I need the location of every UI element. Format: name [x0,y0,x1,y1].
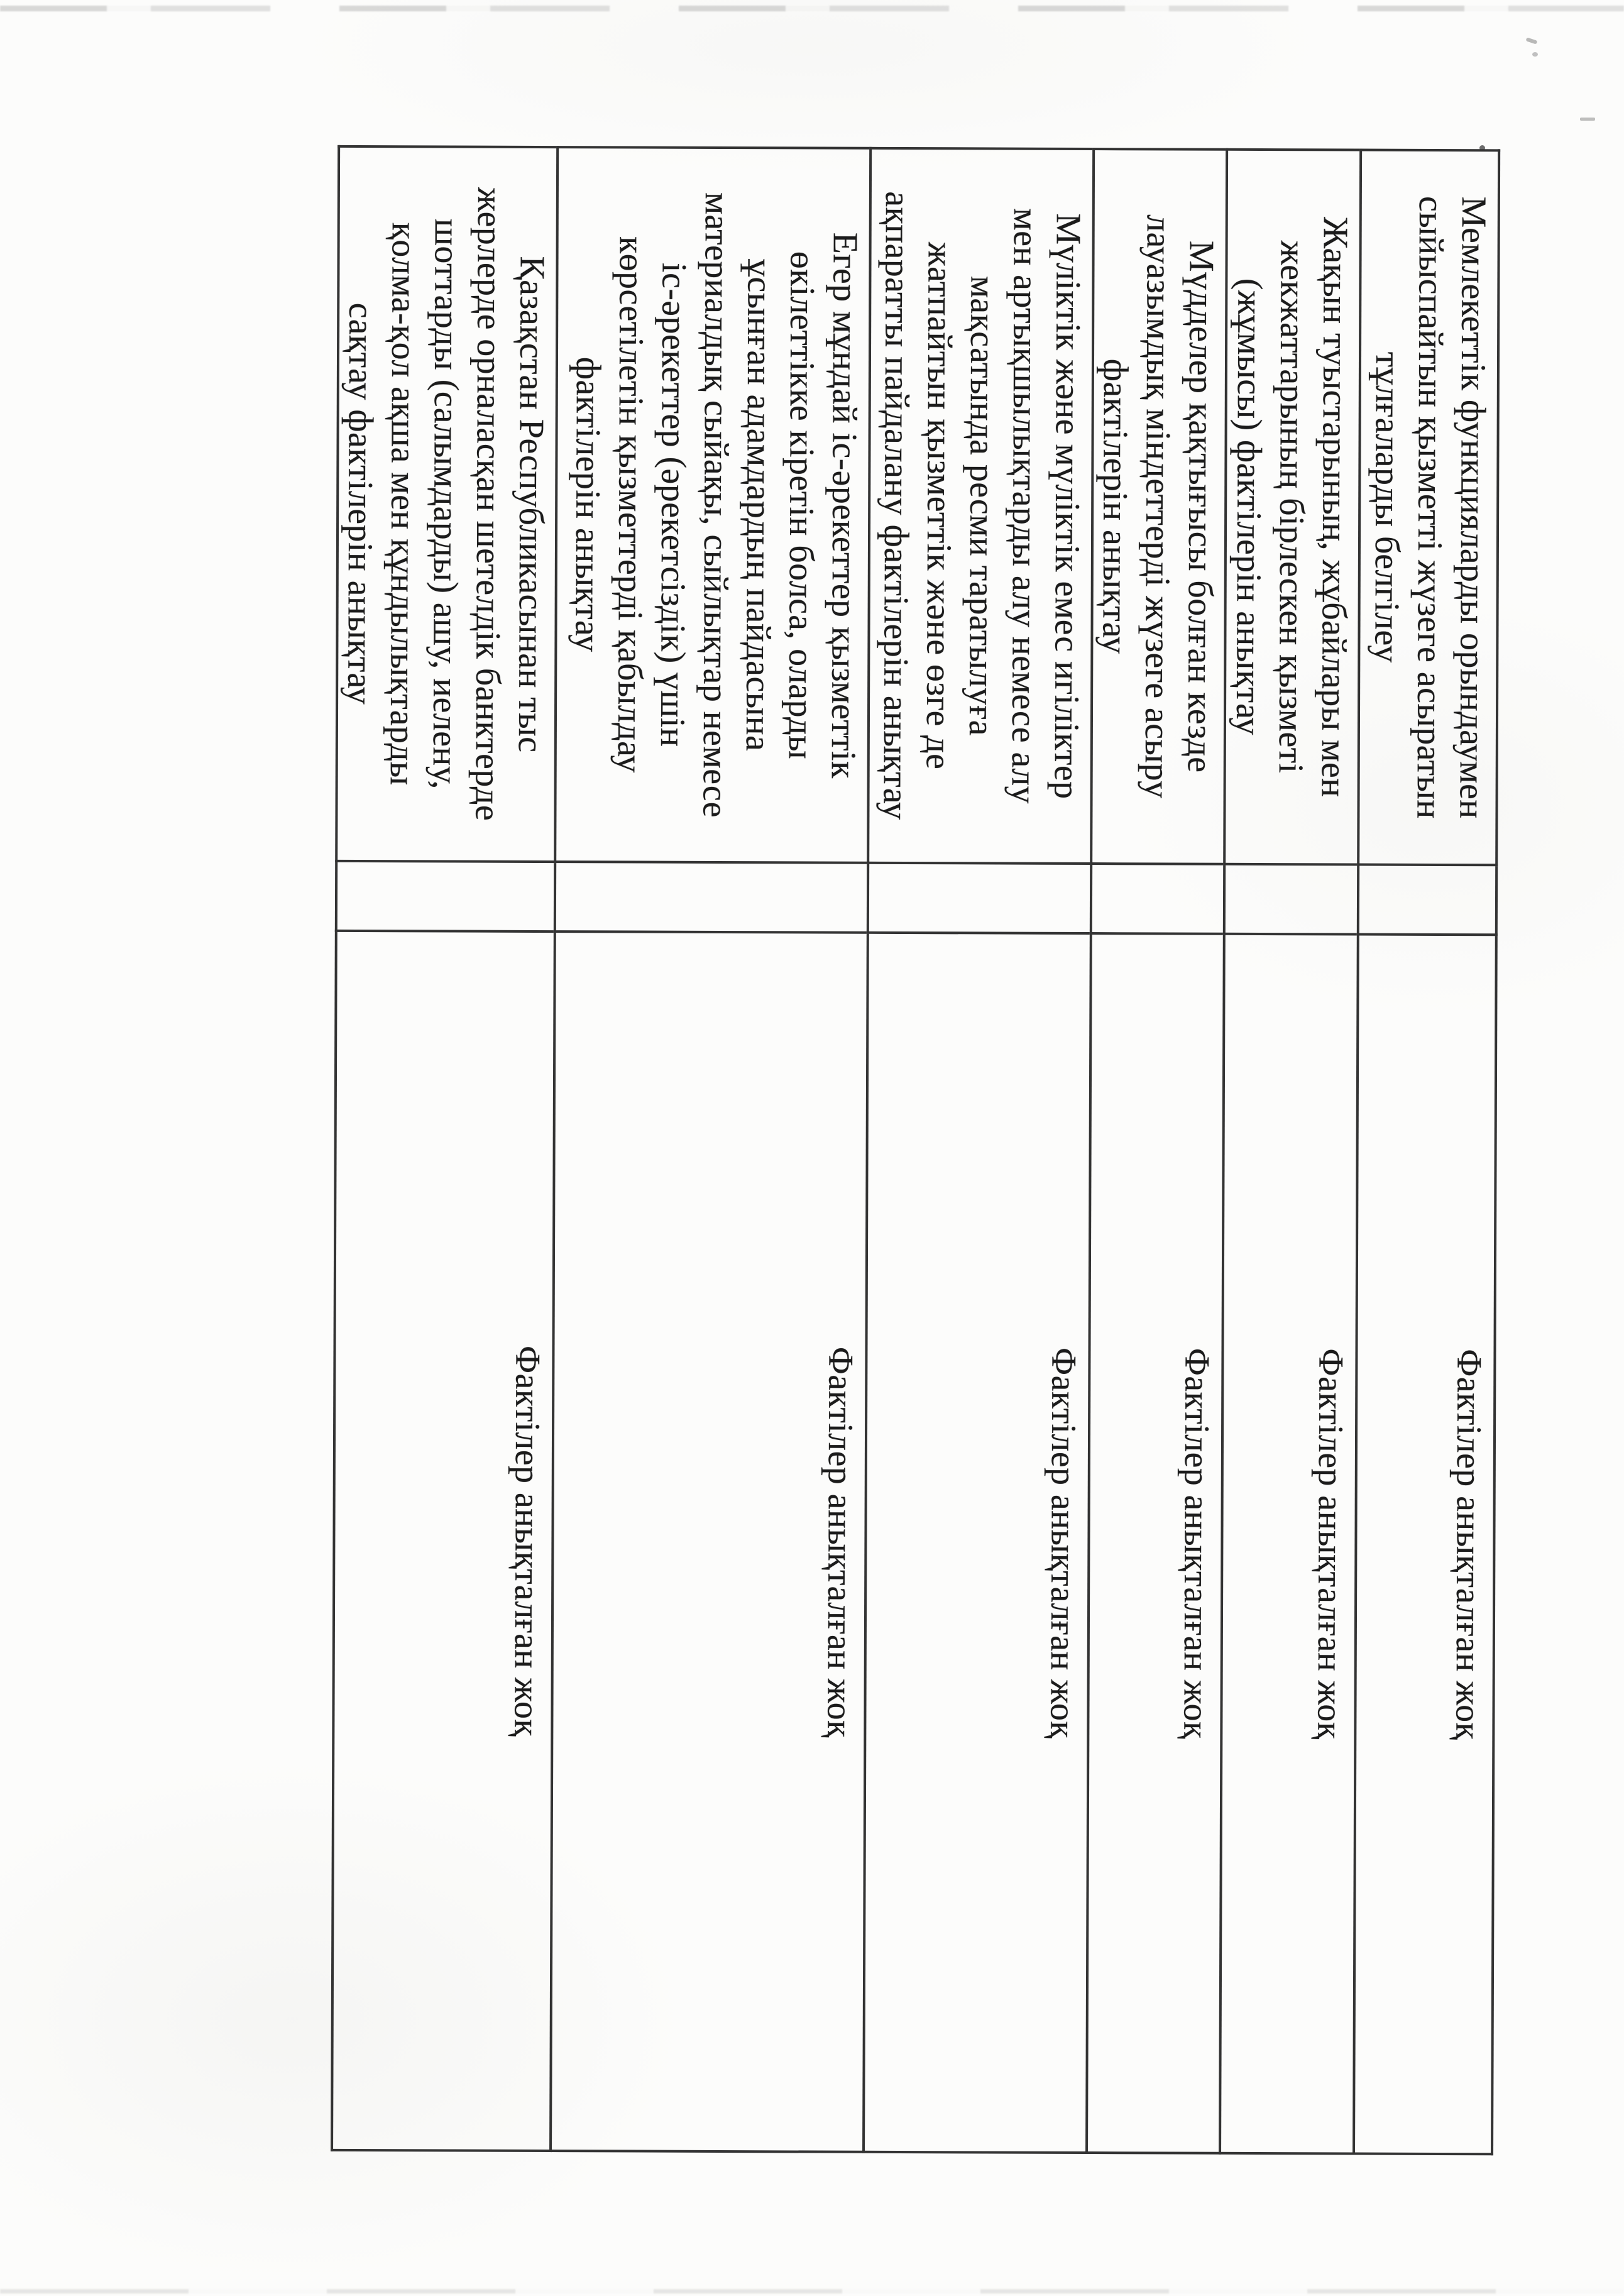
row-result-cell: Фактілер анықталған жоқ [1354,935,1496,2155]
row-description-cell: Жақын туыстарының, жұбайлары мен жекжаттарының бірлескен қызметі (жұмысы) фактілерін анықтау [1224,150,1361,865]
row-middle-cell [1091,864,1224,934]
row-middle-cell [1224,864,1358,935]
row-middle-cell [555,862,868,933]
row-description-cell: Мүдделер қақтығысы болған кезде лауазымдық міндеттерді жүзеге асыру фактілерін анықтау [1091,149,1227,864]
table-row [1087,149,1227,2153]
row-description-cell: Мүліктік және мүліктік емес игіліктер мен артықшылықтарды алу немесе алу мақсатында ресми таратылуға жатпайтын қызметтік және өзге де ақпаратты пайдалану фактілерін анықтау [868,148,1094,864]
row-result-cell: Фактілер анықталған жоқ [1087,933,1224,2153]
row-description-cell: Егер мұндай іс-әрекеттер қызметтік өкілеттікке кіретін болса, оларды ұсынған адамдардың пайдасына материалдық сыйақы, сыйлықтар немесе іс-әрекеттер (әрекетсіздік) үшін көрсетілетін қызметтерді қабылдау фактілерін анықтау [555,147,870,863]
row-result-cell: Фактілер анықталған жоқ [1220,934,1358,2154]
row-result-cell: Фактілер анықталған жоқ [864,933,1091,2153]
row-middle-cell [868,863,1091,933]
table-row [551,147,870,2152]
row-middle-cell [1358,865,1496,935]
row-description-cell: Қазақстан Республикасынан тыс жерлерде орналасқан шетелдік банктерде шоттарды (салымдарды) ашу, иелену, қолма-қол ақша мен құндылықтарды сақтау фактілерін анықтау [336,146,557,862]
table-row [332,146,557,2151]
row-result-cell: Фактілер анықталған жоқ [551,931,868,2152]
table-row [864,148,1094,2153]
row-middle-cell [336,861,555,931]
table-row [1354,150,1499,2155]
table-row [1220,150,1361,2154]
verification-results-table [331,145,1500,2155]
row-description-cell: Мемлекеттік функцияларды орындаумен сыйыспайтын қызметті жүзеге асыратын тұлғаларды белгілеу [1358,150,1499,865]
row-result-cell: Фактілер анықталған жоқ [332,931,555,2151]
